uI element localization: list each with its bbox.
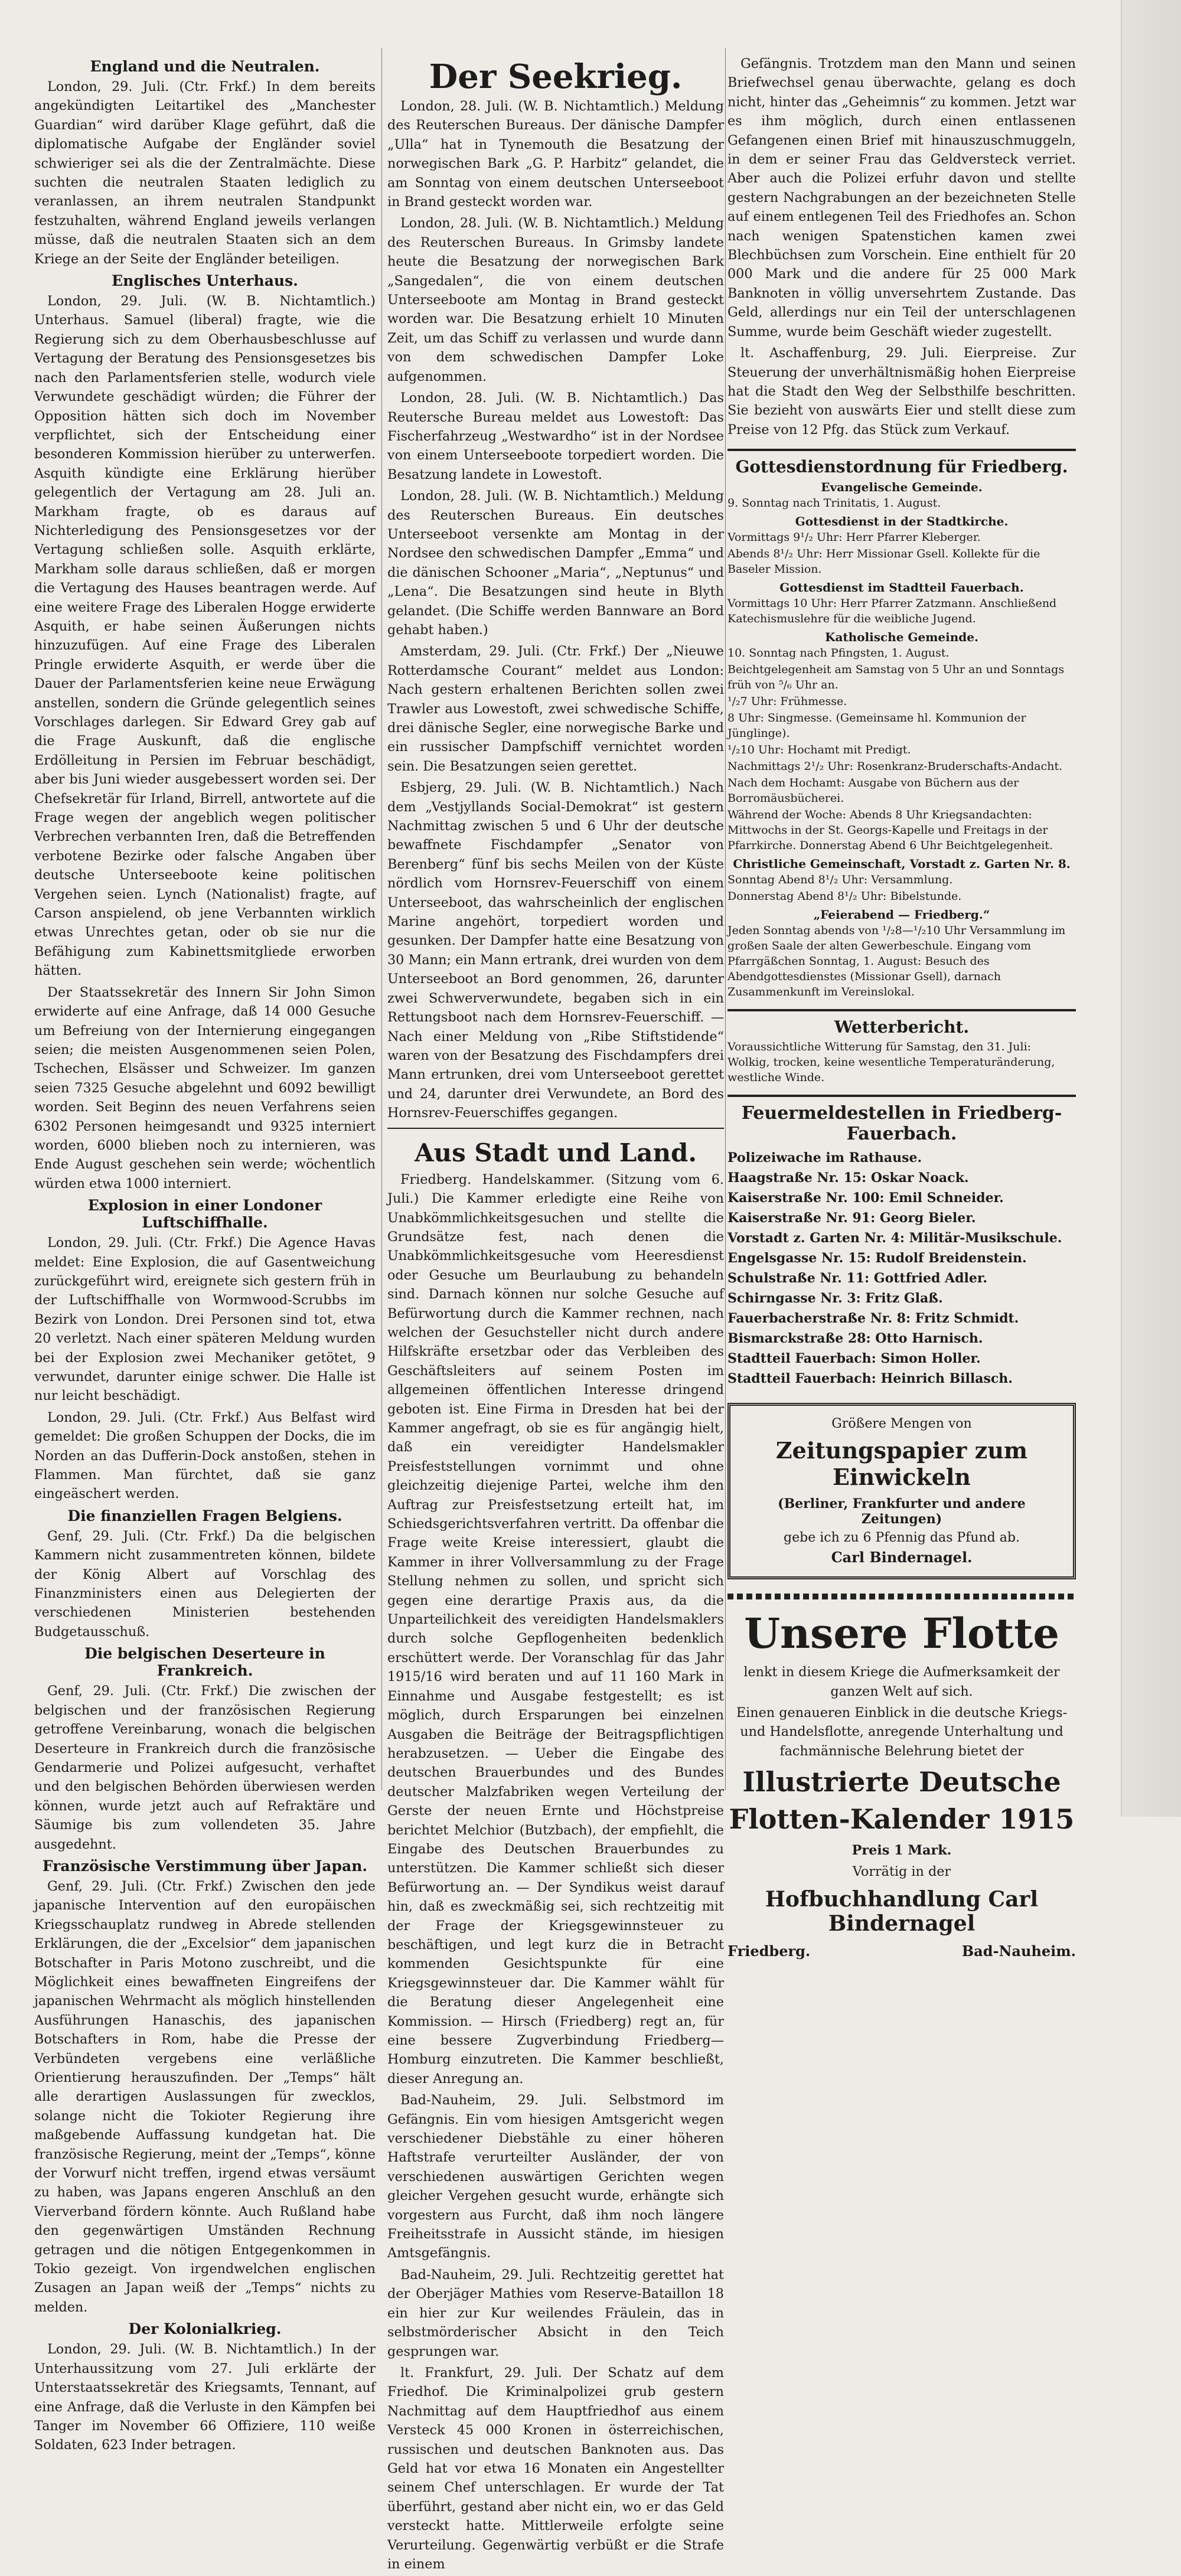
ad-cities [727,1942,1076,1960]
service-heading: Katholische Gemeinde. [825,630,978,645]
article-text: London, 28. Juli. (W. B. Nichtamtlich.) Meldung des Reuterschen Bureaus. Ein deutsches Unterseeboot versenkte am Montag in der Nordsee den schwedischen Dampfer „Emma“ und die dänischen Schooner „Maria“, „Neptunus“ und „Lena“. Die Besatzungen sind heute in Blyth gelandet. (Die Schiffe werden Bannware an Bord gehabt haben.) [387,488,724,638]
column-divider [381,48,382,1790]
fire-stations-title: Feuermeldestellen in Friedberg-Fauerbach. [741,1103,1062,1145]
divider [727,449,1076,451]
divider [727,1095,1076,1097]
column-left [34,54,376,2457]
service-line: Jeden Sonntag abends von ¹/₂8—¹/₂10 Uhr Versammlung im großen Saale der alten Gewerbeschule. Eingang vom Pfarrgäßchen Sonntag, 1. August: Besuch des Abendgottesdienstes (Missionar Gsell), darnach Zusammenkunft im Vereinslokal. [727,924,1066,999]
weather-title: Wetterbericht. [834,1017,970,1037]
article-text: lt. Aschaffenburg, 29. Juli. Eierpreise. Zur Steuerung der unverhältnismäßig hohen Eierpreise hat die Stadt den Weg der Selbsthilfe beschritten. Sie bezieht von auswärts Eier und stellt diese zum Preise von 12 Pfg. das Stück zum Verkauf. [727,345,1076,438]
article-text: Genf, 29. Juli. (Ctr. Frkf.) Die zwischen der belgischen und der französischen Regierung getroffene Vereinbarung, wonach die belgischen Deserteure in Frankreich durch die französische Gendarmerie und Polizei aufgesucht, verhaftet und den belgischen Behörden überwiesen werden können, wurde jetzt auch auf Refraktäre und Säumige bis zum vollendeten 35. Jahre ausgedehnt. [34,1683,376,1852]
article-text: Friedberg. Handelskammer. (Sitzung vom 6. Juli.) Die Kammer erledigte eine Reihe von Unabkömmlichkeitsgesuchen und stellte die Grundsätze fest, nach denen die Unabkömmlichkeitsgesuche vom Heeresdienst oder Gesuche um Beurlaubung zu behandeln sind. Darnach können nur solche Gesuche auf Befürwortung durch die Kammer rechnen, nach welchen der Gesuchsteller nicht durch andere Hilfskräfte ersetzbar oder das Verbleiben des Geschäftsleiters auf seinem Posten im allgemeinen öffentlichen Interesse dringend geboten ist. Eine Firma in Dresden hat bei der Kammer angefragt, ob sie es für angängig hielt, daß ein vereidigter Handelsmakler Preisfeststellungen vornimmt und ohne gleichzeitig diejenige Partei, welche ihm den Auftrag zur Preisfestsetzung erteilt hat, im Schiedsgerichtsverfahren vertritt. Da offenbar die Frage weite Kreise interessiert, glaubt die Kammer in ihrer Vollversammlung zu der Frage Stellung nehmen zu sollen, und spricht sich gegen eine derartige Praxis aus, da die Unparteilichkeit des vereidigten Handelsmaklers durch solche Gepflogenheiten bedenklich erschüttert werde. Der Voranschlag für das Jahr 1915/16 wird beraten und auf 11 160 Mark in Einnahme und Ausgabe festgestellt; es ist möglich, durch Ersparungen bei einzelnen Ausgaben die Beiträge der Beitragspflichtigen herabzusetzen. — Ueber die Eingabe des deutschen Brauerbundes und des Bundes deutscher Malzfabriken wegen Verteilung der Gerste der neuen Ernte und Höchstpreise berichtet Melchior (Butzbach), der empfiehlt, die Eingabe des Deutschen Brauerbundes zu unterstützen. Die Kammer schließt sich dieser Befürwortung an. — Der Syndikus weist darauf hin, daß es zweckmäßig sei, sich rechtzeitig mit der Frage der Kriegsgewinnsteuer zu beschäftigen, und legt kurz die in Betracht kommenden Gesichtspunkte für eine Kriegsgewinnsteuer dar. Die Kammer wählt für die Beratung dieser Angelegenheit eine Kommission. — Hirsch (Friedberg) regt an, für eine bessere Zugverbindung Friedberg—Homburg einzutreten. Die Kammer beschließt, dieser Anregung an. [387,1171,724,2087]
section-header-stadt-land: Aus Stadt und Land. [414,1138,697,1167]
service-line: ¹/₂7 Uhr: Frühmesse. [727,695,847,709]
service-line: Sonntag Abend 8¹/₂ Uhr: Versammlung. [727,873,953,887]
headline-belgien-finanzen: Die finanziellen Fragen Belgiens. [67,1507,342,1524]
article-text: London, 28. Juli. (W. B. Nichtamtlich.) Meldung des Reuterschen Bureaus. Der dänische Dampfer „Ulla“ hat in Tynemouth die Besatzung der norwegischen Bark „G. P. Harbitz“ gelandet, die am Sonntag von einem deutschen Unterseeboot in Brand gesteckt worden war. [387,99,724,210]
section-header-seekrieg: Der Seekrieg. [429,57,683,96]
service-heading: Gottesdienst in der Stadtkirche. [795,514,1009,529]
service-line: Nachmittags 2¹/₂ Uhr: Rosenkranz-Bruderschafts-Andacht. [727,760,1063,773]
headline-unterhaus: Englisches Unterhaus. [112,272,298,290]
article-text: lt. Frankfurt, 29. Juli. Der Schatz auf dem Friedhof. Die Kriminalpolizei grub gestern Nachmittag auf dem Hauptfriedhof aus einem Versteck 45 000 Kronen in österreichischen, russischen und deutschen Banknoten aus. Das Geld hat vor etwa 16 Monaten ein Angestellter seinem Chef unterschlagen. Er wurde der Tat überführt, gestand aber nicht ein, wo er das Geld versteckt hatte. Mittlerweile erfolgte seine Verurteilung. Gegenwärtig verbüßt er die Strafe in einem [387,2365,724,2572]
ad-headline: Zeitungspapier zum Einwickeln [775,1437,1028,1491]
advertisement-flotte [727,1609,1076,1959]
fire-station: Polizeiwache im Rathause. [727,1150,922,1166]
service-heading: Gottesdienst im Stadtteil Fauerbach. [779,580,1024,595]
fire-station: Schirngasse Nr. 3: Fritz Glaß. [727,1291,943,1307]
article-text: London, 29. Juli. (W. B. Nichtamtlich.) Unterhaus. Samuel (liberal) fragte, wie die Regierung sich zu dem Oberhausbeschlusse auf Vertagung der Beratung des Pensionsgesetzes bis nach den Parlamentsferien stelle, wodurch viele Verwundete geschädigt würden; die Führer der Opposition hätten sich doch im November verpflichtet, sich der Entscheidung einer besonderen Kommission hierüber zu unterwerfen. Asquith kündigte eine Erklärung hierüber gelegentlich der Vertagung am 28. Juli an. Markham fragte, ob es daraus auf Nichterledigung des Pensionsgesetzes vor der Vertagung schließen solle. Asquith erklärte, Markham solle daraus schließen, daß er morgen die Vertagung des Hauses beantragen werde. Auf eine weitere Frage des Liberalen Hogge erwiderte Asquith, er habe seinen Äußerungen nichts hinzuzufügen. Auf eine Frage des Liberalen Pringle erwiderte Asquith, er werde über die Dauer der Parlamentsferien keine neue Erwägung anstellen, sondern die Gründe gelegentlich seines Vorschlages darlegen. Sir Edward Grey gab auf die Frage Auskunft, daß die englische Erdölleitung in Persien im Februar beschädigt, aber bis Juni wieder ausgebessert worden sei. Der Chefsekretär für Irland, Birrell, antwortete auf die Frage wegen der angeblich wegen politischer Verbrechen verbannten Iren, daß die Betreffenden verbotene Bezirke oder falsche Angaben über deutsche Unterseeboote keine politischen Vergehen seien. Lynch (Nationalist) fragte, auf Carson anspielend, ob jene Verbannten wirklich etwas Unrechtes getan, oder ob sie nur die Befähigung zum Kabinettsmitgliede erworben hätten. [34,293,376,979]
article-text: London, 29. Juli. (Ctr. Frkf.) In dem bereits angekündigten Leitartikel des „Manchester Guardian“ wird darüber Klage geführt, daß die diplomatische Aufgabe der Engländer soviel schwieriger sei als die der Zentralmächte. Diese suchten die neutralen Staaten lediglich zu veranlassen, an ihrem neutralen Standpunkt festzuhalten, während England jeweils verlangen müsse, daß die neutralen Staaten sich an dem Kriege an der Seite der Engländer beteiligen. [34,79,376,267]
service-line: Donnerstag Abend 8¹/₂ Uhr: Bibelstunde. [727,890,962,903]
advertisement-zeitungspapier [727,1403,1076,1579]
service-heading: „Feierabend — Friedberg.“ [813,907,990,922]
service-heading: Christliche Gemeinschaft, Vorstadt z. Garten Nr. 8. [733,857,1071,871]
article-text: Amsterdam, 29. Juli. (Ctr. Frkf.) Der „Nieuwe Rotterdamsche Courant“ meldet aus London: Nach gestern erhaltenen Berichten sollen zwei Trawler aus Lowestoft, zwei schwedische Schiffe, drei dänische Segler, eine norwegische Barke und ein russischer Dampfschiff vernichtet worden sein. Die Besatzungen seien gerettet. [387,644,724,774]
ad-line: gebe ich zu 6 Pfennig das Pfund ab. [784,1530,1020,1546]
divider [727,1009,1076,1011]
ad-price: Preis 1 Mark. [852,1842,952,1858]
fire-station: Kaiserstraße Nr. 100: Emil Schneider. [727,1190,1004,1206]
fire-station: Bismarckstraße 28: Otto Harnisch. [727,1331,983,1347]
page-margin [1122,0,1181,1817]
service-line: Nach dem Hochamt: Ausgabe von Büchern aus der Borromäusbücherei. [727,776,1019,805]
article-text: Der Staatssekretär des Innern Sir John Simon erwiderte auf eine Anfrage, daß 14 000 Gesuche um Befreiung von der Internierung eingegangen seien; die meisten Ausgenommenen seien Polen, Tschechen, Elsässer und Schweizer. Im ganzen seien 7325 Gesuche abgelehnt und 6092 bewilligt worden. Seit Beginn des neuen Verfahrens seien 6302 Personen heimgesandt und 9325 interniert worden, 6000 blieben noch zu internieren, was Ende August geschehen sein werde; wöchentlich würden etwa 1000 interniert. [34,984,376,1191]
ad-city: Friedberg. [727,1942,811,1960]
service-schedule-title: Gottesdienstordnung für Friedberg. [735,457,1068,477]
service-line: Abends 8¹/₂ Uhr: Herr Missionar Gsell. Kollekte für die Baseler Mission. [727,547,1040,576]
service-line: Vormittags 9¹/₂ Uhr: Herr Pfarrer Kleberger. [727,531,981,544]
service-line: Während der Woche: Abends 8 Uhr Kriegsandachten: Mittwochs in der St. Georgs-Kapelle und Freitags in der Pfarrkirche. Donnerstag Abend 6 Uhr Beichtgelegenheit. [727,808,1053,853]
service-line: ¹/₂10 Uhr: Hochamt mit Predigt. [727,743,911,757]
service-heading: Evangelische Gemeinde. [821,480,983,495]
service-line: 10. Sonntag nach Pfingsten, 1. August. [727,647,950,660]
divider [387,1128,724,1129]
fire-station: Stadtteil Fauerbach: Simon Holler. [727,1351,981,1367]
article-text: Genf, 29. Juli. (Ctr. Frkf.) Da die belgischen Kammern nicht zusammentreten können, bildete der König Albert auf Vorschlag des Finanzministers einen aus Delegierten der verschiedenen Ministerien bestehenden Budgetausschuß. [34,1528,376,1640]
ad-text: lenkt in diesem Kriege die Aufmerksamkeit der ganzen Welt auf sich. [743,1664,1060,1699]
article-text: Esbjerg, 29. Juli. (W. B. Nichtamtlich.) Nach dem „Vestjyllands Social-Demokrat“ ist gestern Nachmittag zwischen 5 und 6 Uhr der deutsche bewaffnete Fischdampfer „Senator von Berenberg“ fünf bis sechs Meilen von der Küste nördlich vom Hornsrev-Feuerschiff von einem Unterseeboot, das wahrscheinlich der englischen Marine angehört, torpediert worden und gesunken. Der Dampfer hatte eine Besatzung von 30 Mann; ein Mann ertrank, drei wurden von dem Unterseeboot an Bord genommen, 26, darunter zwei Schwerverwundete, begaben sich in ein Rettungsboot nach dem Hornsrev-Feuerschiff. — Nach einer Meldung von „Ribe Stiftstidende“ waren von der Besatzung des Fischdampfers drei Mann ertrunken, drei vom Unterseeboot gerettet und 24, darunter drei Verwundete, an Bord des Hornsrev-Feuerschiffes gegangen. [387,780,724,1121]
headline-explosion: Explosion in einer Londoner Luftschiffhalle. [87,1197,322,1232]
headline-england: England und die Neutralen. [90,58,320,75]
fire-station: Haagstraße Nr. 15: Oskar Noack. [727,1170,969,1186]
fire-station: Fauerbacherstraße Nr. 8: Fritz Schmidt. [727,1311,1019,1327]
article-text: London, 29. Juli. (Ctr. Frkf.) Aus Belfast wird gemeldet: Die großen Schuppen der Docks, die im Norden an das Dufferin-Dock anstoßen, stehen in Flammen. Man fürchtet, daß sie ganz eingeäschert werden. [34,1409,376,1502]
ad-product-line: Flotten-Kalender 1915 [729,1803,1075,1836]
fire-station: Engelsgasse Nr. 15: Rudolf Breidenstein. [727,1251,1027,1266]
ad-product-line: Illustrierte Deutsche [742,1766,1061,1798]
column-middle [387,54,724,2576]
service-line: Vormittags 10 Uhr: Herr Pfarrer Zatzmann. Anschließend Katechismuslehre für die weibliche Jugend. [727,597,1057,626]
column-divider [725,48,726,1790]
article-text: Bad-Nauheim, 29. Juli. Selbstmord im Gefängnis. Ein vom hiesigen Amtsgericht wegen verschiedener Diebstähle zu einer höheren Haftstrafe verurteilter Ausländer, der von verschiedenen auswärtigen Gerichten wegen gleicher Vergehen gesucht wurde, erhängte sich vorgestern aus Furcht, daß ihm noch längere Freiheitsstrafe in Aussicht stände, im hiesigen Amtsgefängnis. [387,2092,724,2261]
fire-station: Vorstadt z. Garten Nr. 4: Militär-Musikschule. [727,1230,1062,1246]
weather-text: Voraussichtliche Witterung für Samstag, den 31. Juli: Wolkig, trocken, keine wesentliche Temperaturänderung, westliche Winde. [727,1040,1055,1085]
column-right [727,54,1076,1963]
headline-kolonialkrieg: Der Kolonialkrieg. [128,2320,282,2338]
ad-signature: Carl Bindernagel. [831,1549,973,1566]
fire-station: Stadtteil Fauerbach: Heinrich Billasch. [727,1371,1013,1387]
fire-station: Kaiserstraße Nr. 91: Georg Bieler. [727,1210,976,1226]
article-text: London, 29. Juli. (W. B. Nichtamtlich.) In der Unterhaussitzung vom 27. Juli erklärte der Unterstaatssekretär des Kriegsamts, Tennant, auf eine Anfrage, daß die Verluste in den Kämpfen bei Tanger im November 66 Offiziere, 110 weiße Soldaten, 623 Inder betragen. [34,2342,376,2453]
page-edge [1121,0,1122,1817]
article-text: London, 29. Juli. (Ctr. Frkf.) Die Agence Havas meldet: Eine Explosion, die auf Gasentweichung zurückgeführt wird, ereignete sich gestern früh in der Luftschiffhalle von Wormwood-Scrubbs im Bezirk von London. Drei Personen sind tot, etwa 20 verletzt. Nach einer späteren Meldung wurden bei der Explosion zwei Mechaniker getötet, 9 verwundet, darunter einige schwer. Die Halle ist nur leicht beschädigt. [34,1235,376,1404]
ornamental-border [727,1594,1076,1599]
ad-shop: Hofbuchhandlung Carl Bindernagel [765,1886,1039,1937]
ad-line: Größere Mengen von [831,1416,972,1432]
ad-text: Vorrätig in der [852,1864,951,1880]
service-line: 9. Sonntag nach Trinitatis, 1. August. [727,497,941,510]
service-line: Beichtgelegenheit am Samstag von 5 Uhr an und Sonntags früh von ⁵/₆ Uhr an. [727,663,1065,692]
headline-japan: Französische Verstimmung über Japan. [42,1857,368,1875]
article-text: London, 28. Juli. (W. B. Nichtamtlich.) Das Reutersche Bureau meldet aus Lowestoft: Das Fischerfahrzeug „Westwardho“ ist in der Nordsee von einem Unterseeboote torpediert worden. Die Besatzung landete in Lowestoft. [387,390,724,482]
article-text: Genf, 29. Juli. (Ctr. Frkf.) Zwischen den jede japanische Intervention auf den europäischen Kriegsschauplatz rundweg in Abrede stellenden Erklärungen, die der „Excelsior“ dem japanischen Botschafter in Paris Motono zuschreibt, und die Möglichkeit eines bewaffneten Eingreifens der japanischen Wehrmacht als möglich hinstellenden Ausführungen Hanaschis, des japanischen Botschafters in Rom, habe die Presse der Verbündeten vergebens eine verläßliche Orientierung herauszufinden. Der „Temps“ hält alle derartigen Auslassungen für zwecklos, solange nicht die Tokioter Regierung ihre maßgebende Auffassung kundgetan hat. Die französische Regierung, meint der „Temps“, könne der Vorwurf nicht treffen, irgend etwas versäumt zu haben, was Japans engeren Anschluß an den Vierverband fördern könnte. Auch Rußland habe den gegenwärtigen Umständen Rechnung getragen und die nötigen Entgegenkommen in Tokio gezeigt. Von irgendwelchen englischen Zusagen an Japan weiß der „Temps“ nichts zu melden. [34,1878,376,2315]
fire-station: Schulstraße Nr. 11: Gottfried Adler. [727,1271,988,1287]
headline-deserteure: Die belgischen Deserteure in Frankreich. [84,1645,325,1680]
article-text: London, 28. Juli. (W. B. Nichtamtlich.) Meldung des Reuterschen Bureaus. In Grimsby landete heute die Besatzung der norwegischen Bark „Sangedalen“, die von einem deutschen Unterseeboote am Montag in Brand gesteckt worden war. Die Besatzung erhielt 10 Minuten Zeit, um das Schiff zu verlassen und wurde dann von dem schwedischen Dampfer Loke aufgenommen. [387,216,724,384]
ad-text: Einen genaueren Einblick in die deutsche Kriegs- und Handelsflotte, anregende Unterhaltung und fachmännische Belehrung bietet der [736,1705,1068,1759]
ad-city: Bad-Nauheim. [961,1942,1076,1960]
article-text: Gefängnis. Trotzdem man den Mann und seinen Briefwechsel genau überwachte, gelang es doch nicht, hinter das „Geheimnis“ zu kommen. Jetzt war es ihm möglich, durch einen entlassenen Gefangenen einen Brief mit hinauszuschmuggeln, in dem er seiner Frau das Geldversteck verriet. Aber auch die Polizei erfuhr davon und stellte gestern Nachgrabungen an der bezeichneten Stelle auf einem entlegenen Teil des Friedhofes an. Schon nach wenigen Spatenstichen kamen zwei Blechbüchsen zum Vorschein. Eine enthielt für 20 000 Mark und die andere für 25 000 Mark Banknoten in völlig unversehrtem Zustande. Das Geld, allerdings nur ein Teil der unterschlagenen Summe, wurde beim Geschäft wieder zugestellt. [727,56,1076,339]
article-text: Bad-Nauheim, 29. Juli. Rechtzeitig gerettet hat der Oberjäger Mathies vom Reserve-Bataillon 18 ein hier zur Kur weilendes Fräulein, das in selbstmörderischer Absicht in den Teich gesprungen war. [387,2267,724,2359]
service-line: 8 Uhr: Singmesse. (Gemeinsame hl. Kommunion der Jünglinge). [727,711,1026,740]
ad-title: Unsere Flotte [744,1609,1059,1658]
ad-line: (Berliner, Frankfurter und andere Zeitungen) [778,1496,1026,1527]
